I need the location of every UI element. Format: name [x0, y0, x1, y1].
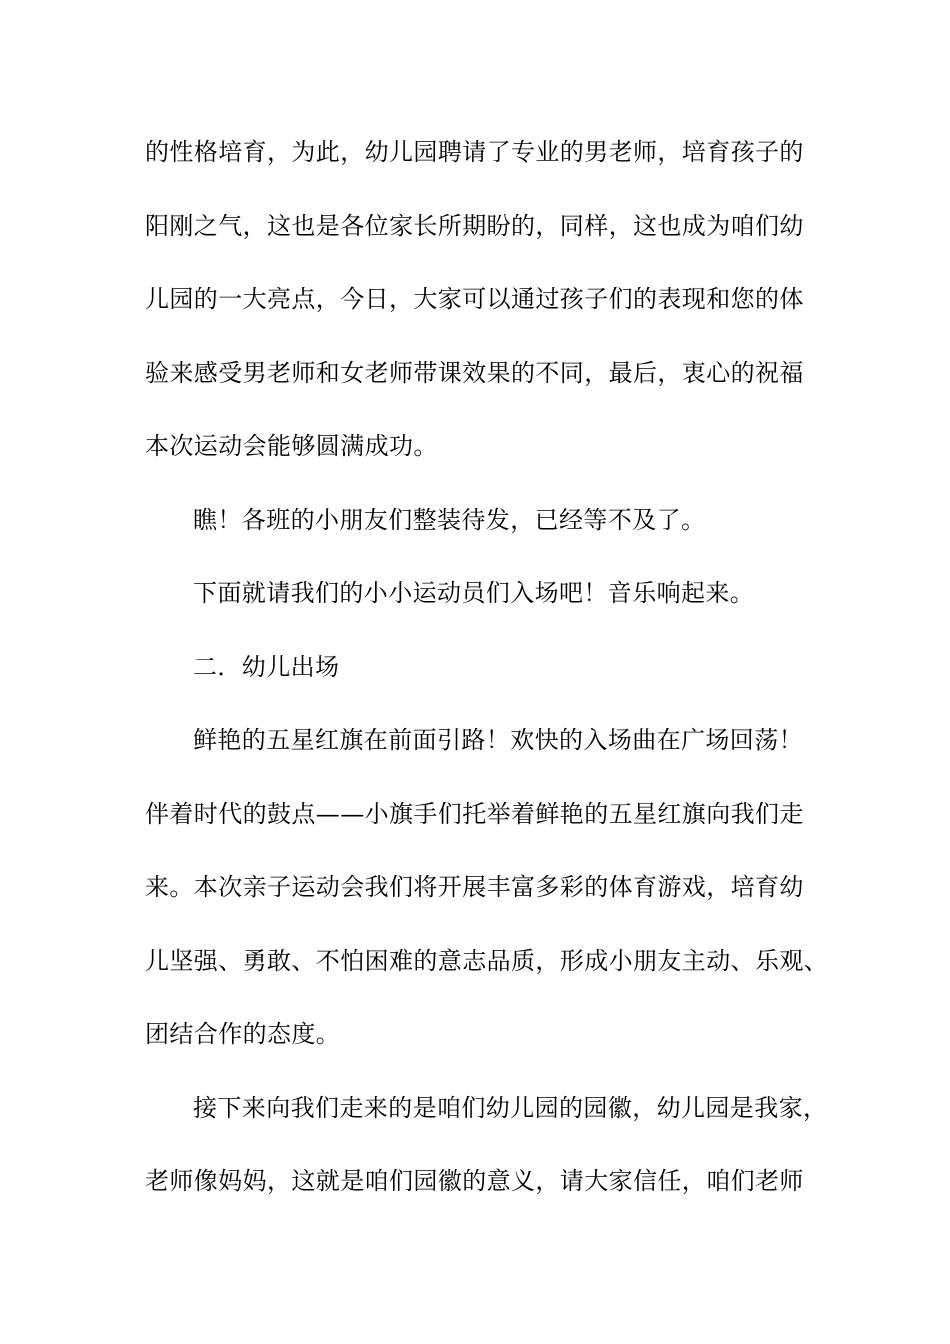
- text-line: 的性格培育，为此，幼儿园聘请了专业的男老师，培育孩子的: [145, 138, 804, 166]
- text-line: 儿园的一大亮点，今日，大家可以通过孩子们的表现和您的体: [145, 285, 804, 313]
- paragraph-line: 鲜艳的五星红旗在前面引路！欢快的入场曲在广场回荡！: [193, 726, 803, 754]
- text-line: 阳刚之气，这也是各位家长所期盼的，同样，这也成为咱们幼: [145, 211, 804, 240]
- text-line: 儿坚强、勇敢、不怕困难的意志品质，形成小朋友主动、乐观、: [145, 946, 829, 975]
- text-line: 团结合作的态度。: [145, 1020, 341, 1048]
- section-heading: 二．幼儿出场: [193, 652, 340, 681]
- text-line: 老师像妈妈，这就是咱们园徽的意义，请大家信任，咱们老师: [145, 1167, 804, 1195]
- document-body: [145, 132, 835, 1235]
- text-line: 伴着时代的鼓点——小旗手们托举着鲜艳的五星红旗向我们走: [145, 799, 804, 828]
- text-line: 本次运动会能够圆满成功。: [145, 432, 438, 460]
- text-line: 验来感受男老师和女老师带课效果的不同，最后，衷心的祝福: [145, 358, 804, 387]
- paragraph-line: 下面就请我们的小小运动员们入场吧！音乐响起来。: [193, 579, 755, 607]
- paragraph-line: 接下来向我们走来的是咱们幼儿园的园徽，幼儿园是我家，: [193, 1093, 828, 1122]
- text-line: 来。本次亲子运动会我们将开展丰富多彩的体育游戏，培育幼: [145, 873, 804, 901]
- paragraph-line: 瞧！各班的小朋友们整装待发，已经等不及了。: [193, 505, 706, 534]
